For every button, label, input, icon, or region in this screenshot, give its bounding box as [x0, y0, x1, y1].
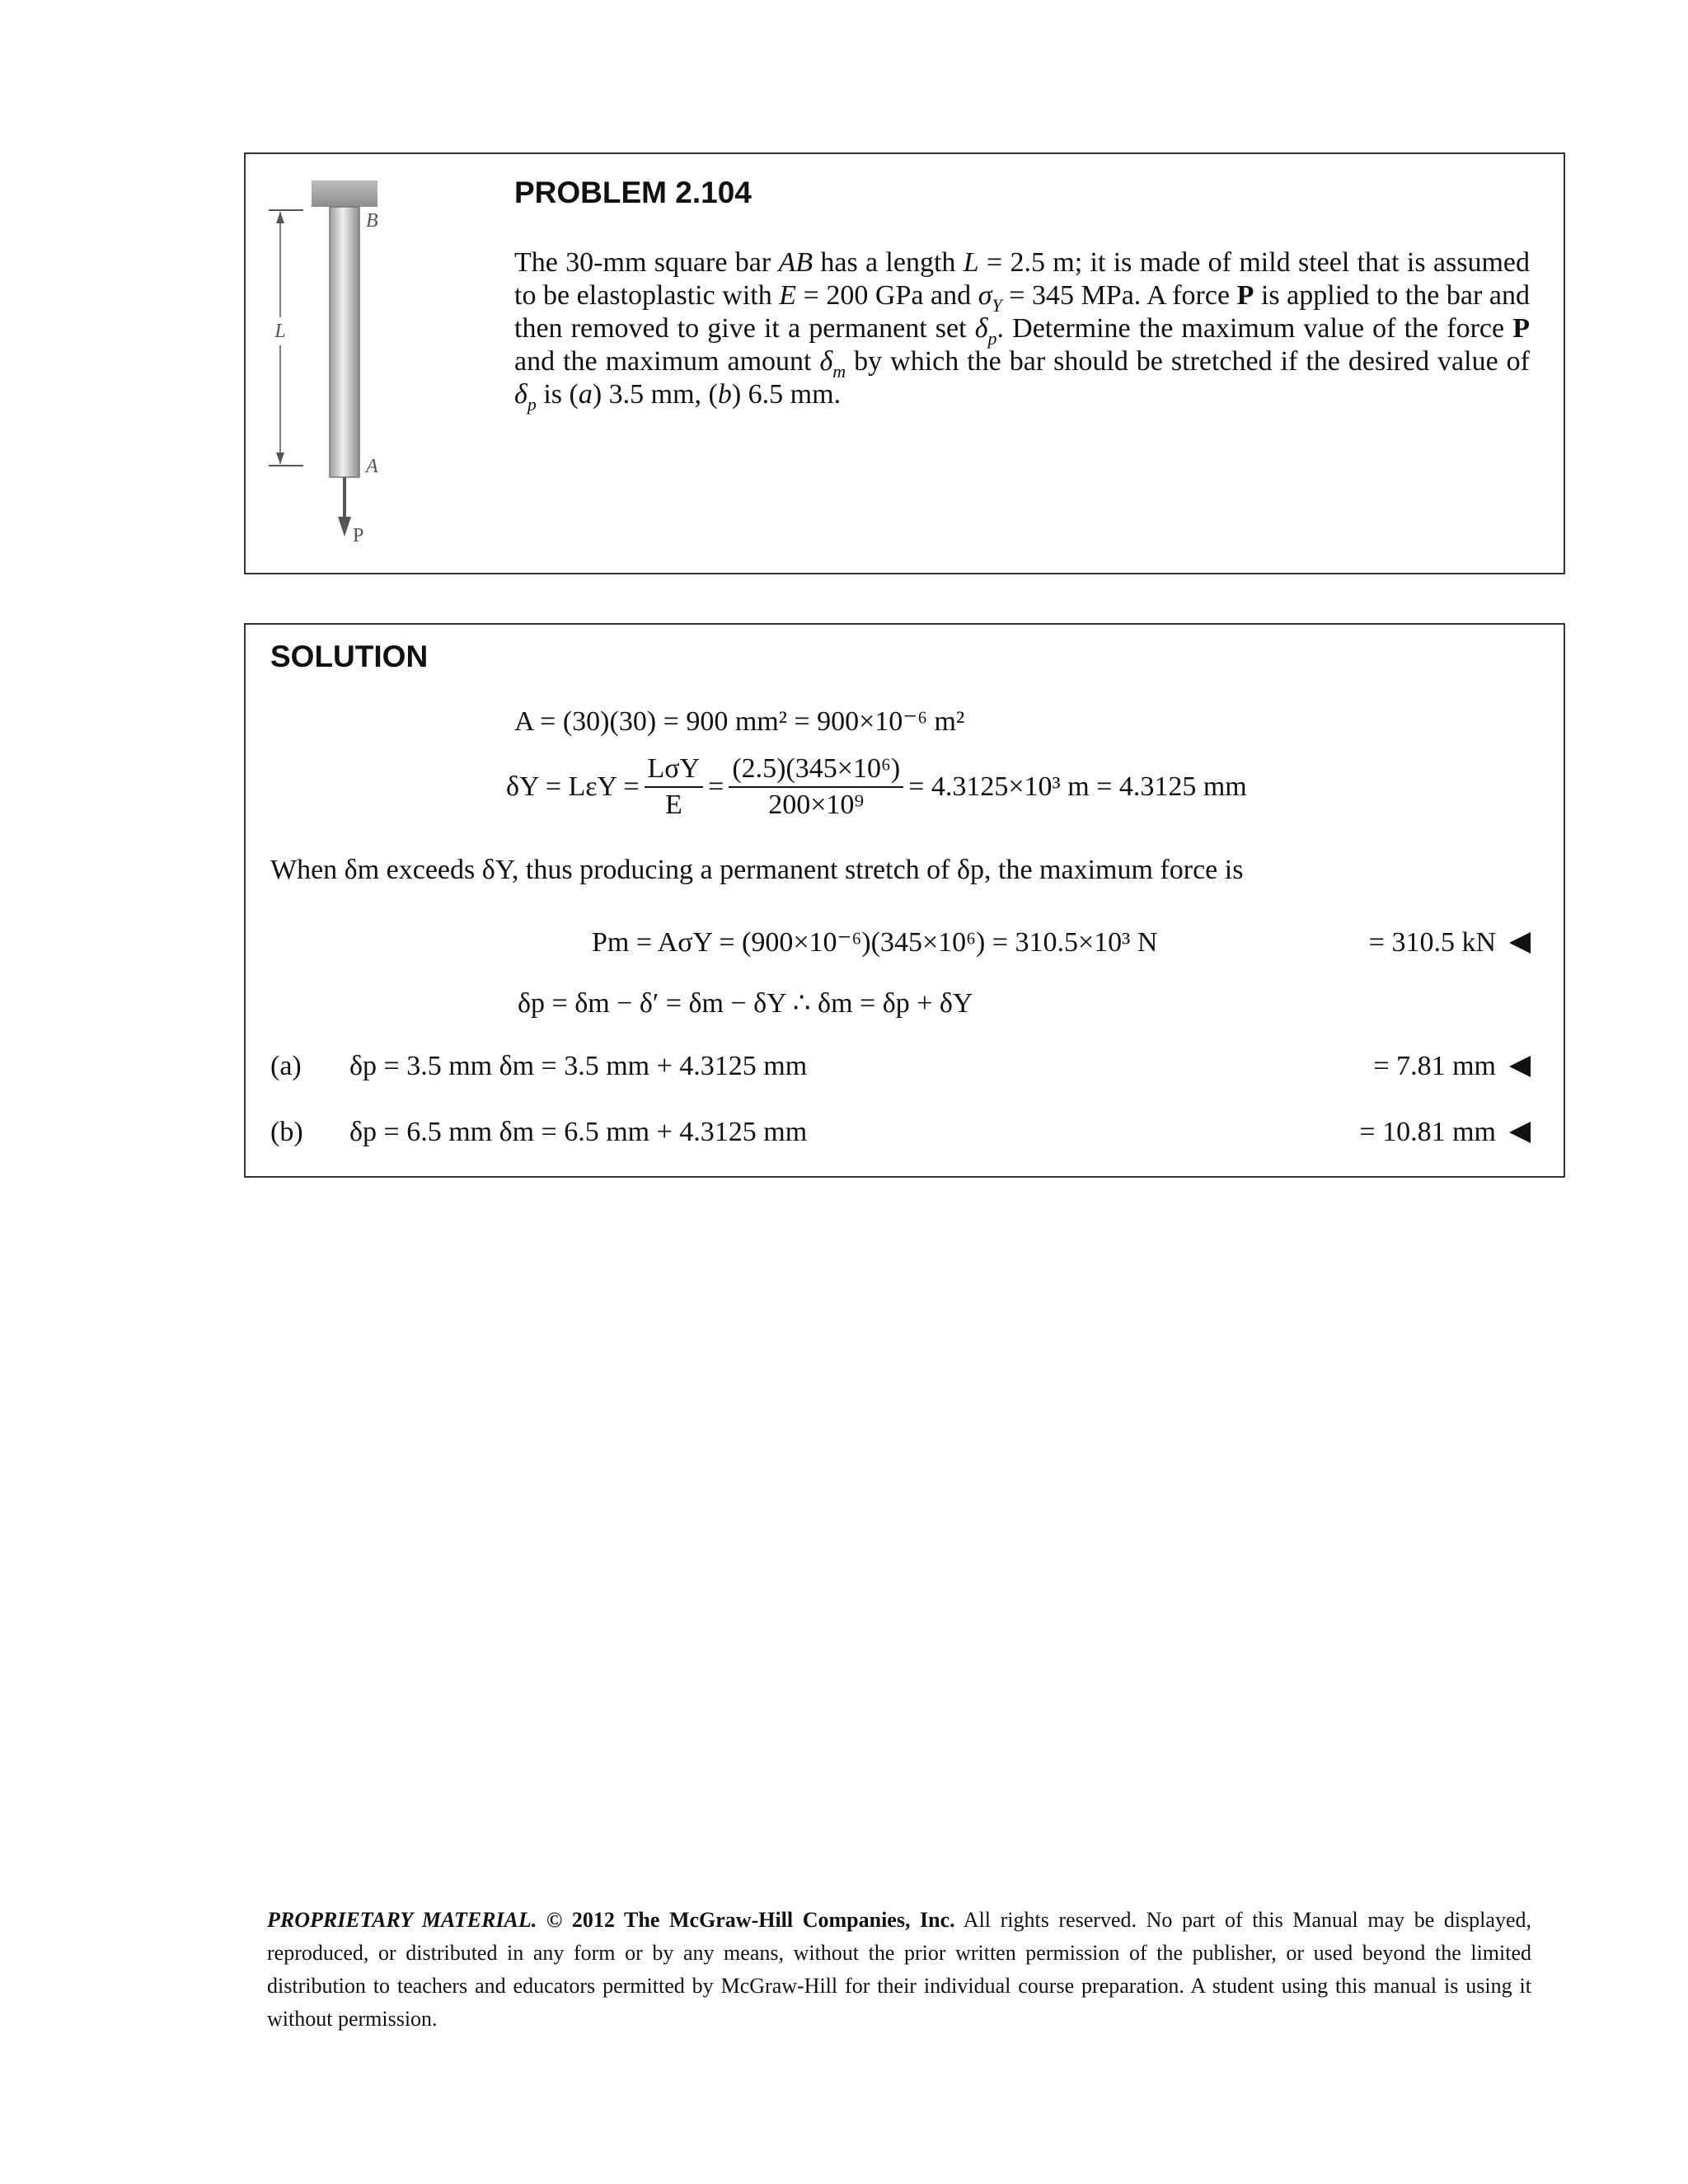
- part-a-label: (a): [270, 1051, 302, 1081]
- solution-title: SOLUTION: [270, 640, 429, 673]
- dimension-arrow-bottom: [276, 452, 284, 464]
- answer-marker-icon: [1509, 932, 1531, 954]
- part-b-label: (b): [270, 1117, 303, 1147]
- solution-box: [244, 623, 1565, 1178]
- part-b-answer: = 10.81 mm: [1359, 1116, 1531, 1149]
- part-a-equation: δp = 3.5 mm δm = 3.5 mm + 4.3125 mm: [349, 1051, 808, 1081]
- when-text: When δm exceeds δY, thus producing a permanent stretch of δp, the maximum force is: [270, 855, 1244, 885]
- fixed-support: [312, 180, 377, 207]
- dimension-arrow-top: [276, 212, 284, 223]
- equation-area: A = (30)(30) = 900 mm² = 900×10⁻⁶ m²: [514, 706, 965, 737]
- equation-pm: Pm = AσY = (900×10⁻⁶)(345×10⁶) = 310.5×10³ N: [592, 927, 1158, 958]
- problem-box: [244, 152, 1565, 574]
- equation-delta-y: δY = LεY = $\frac{\text{LσY}}{E}$ = $\frac{\text{(2.5)(345×10⁶)}}{\text{200×10⁹}}$ = 4.3125×10³ m = 4.3125 mm: [506, 753, 1247, 820]
- label-b: B: [366, 210, 378, 232]
- label-a: A: [366, 456, 378, 477]
- force-arrow-head: [338, 517, 351, 537]
- answer-marker-icon: [1509, 1056, 1531, 1077]
- problem-statement: The 30-mm square bar AB has a length L = 2.5 m; it is made of mild steel that is assumed to be elastoplastic with E = 200 GPa and $\sigma_Y = 345$ MPa. A force P is applied to the bar and then removed to give it a permanent set $\delta_p$. Determine the maximum value of the force P and the maximum amount $\delta_m$ by which the bar should be stretched if the desired value of $\delta_p$ is (a) 3.5 mm, (b) 6.5 mm.: [514, 247, 1530, 415]
- answer-pm: = 310.5 kN: [1369, 926, 1531, 959]
- bar-figure: [265, 177, 397, 556]
- label-l: L: [274, 321, 286, 342]
- part-b-equation: δp = 6.5 mm δm = 6.5 mm + 4.3125 mm: [349, 1117, 808, 1147]
- answer-marker-icon: [1509, 1122, 1531, 1143]
- bar-ab: [330, 207, 359, 477]
- equation-delta-p: δp = δm − δ′ = δm − δY ∴ δm = δp + δY: [518, 988, 973, 1019]
- label-p: P: [353, 525, 364, 546]
- part-a-answer: = 7.81 mm: [1373, 1050, 1531, 1083]
- footer-notice: PROPRIETARY MATERIAL. © 2012 The McGraw-Hill Companies, Inc. All rights reserved. No part of this Manual may be displayed, reproduced, or distributed in any form or by any means, without the prior written permission of the publisher, or used beyond the limited distribution to teachers and educators permitted by McGraw-Hill for their individual course preparation. A student using this manual is using it without permission.: [267, 1908, 1531, 2031]
- problem-title: PROBLEM 2.104: [514, 176, 752, 209]
